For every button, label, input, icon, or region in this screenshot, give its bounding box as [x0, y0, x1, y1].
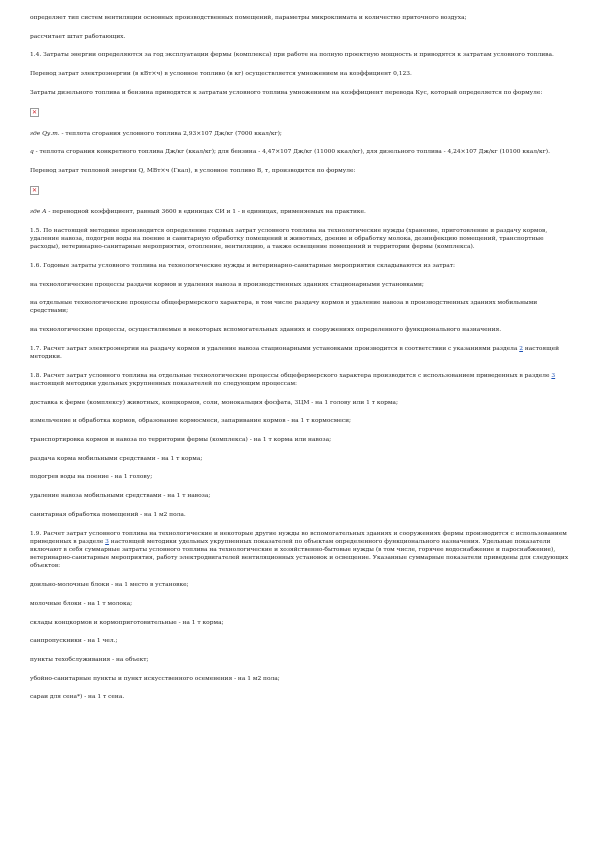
- paragraph: [30, 208, 570, 216]
- paragraph-text: 1.7. Расчет затрат электроэнергии на раздачу кормов и удаление навоза стационарными установками производится в соответствии с указаниями раздела: [30, 345, 520, 352]
- formula-image-placeholder: [30, 108, 570, 130]
- paragraph: [30, 130, 570, 138]
- paragraph-text: настоящей методики удельных укрупненных показателей по следующим процессам:: [30, 380, 298, 387]
- list-item: санитарная обработка помещений - на 1 м2 пола.: [30, 511, 186, 518]
- list-item: транспортировка кормов и навоза по территории фермы (комплекса) - на 1 т корма или навоза;: [30, 437, 332, 444]
- paragraph-text: - переводной коэффициент, равный 3600 в единицах СИ и 1 - в единицах, применяемых на практике.: [46, 209, 366, 216]
- list-item: доставка к ферме (комплексу) животных, концкормов, соли, монокальция фосфата, ЗЦМ - на 1 голову или 1 т корма;: [30, 399, 398, 406]
- list-item: санпропускники - на 1 чел.;: [30, 638, 118, 645]
- paragraph: [30, 372, 570, 388]
- broken-image-icon: [30, 108, 39, 117]
- paragraph: на отдельные технологические процессы общефермерского характера, в том числе раздачу кормов и удаление навоза в производственных зданиях мобильными средствами;: [30, 300, 538, 315]
- paragraph: 1.4. Затраты энергии определяются за год эксплуатации фермы (комплекса) при работе на полную проектную мощность и приводятся к затратам условного топлива.: [30, 52, 554, 59]
- list-item: измельчение и обработка кормов, образование кормосмеси, запаривание кормов - на 1 т кормосмеси;: [30, 418, 352, 425]
- list-item: сараи для сена*) - на 1 т сена.: [30, 694, 125, 701]
- paragraph: определяет тип систем вентиляции основных производственных помещений, параметры микроклимата и количество приточного воздуха;: [30, 15, 467, 21]
- paragraph: рассчитает штат работающих.: [30, 33, 126, 40]
- paragraph: на технологические процессы раздачи кормов и удаления навоза в производственных зданиях стационарными установками;: [30, 281, 424, 288]
- paragraph: 1.6. Годовые затраты условного топлива на технологические нужды и ветеринарно-санитарные мероприятия складываются из затрат:: [30, 262, 455, 269]
- list-item: раздача корма мобильными средствами - на 1 т корма;: [30, 455, 203, 462]
- formula-term: q: [30, 149, 34, 156]
- paragraph: Затраты дизельного топлива и бензина приводятся к затратам условного топлива умножением на коэффициент перевода Кус, который определяется по формуле:: [30, 89, 543, 96]
- paragraph: 1.5. По настоящей методике производится определение годовых затрат условного топлива на технологические нужды (хранение, приготовление и раздачу кормов, удаление навоза, подогрев воды на поение и санитарную обработку помещений и животных, доение и обработку молока, дезинфекцию помещений, транспортные расходы), ветеринарно-санитарные мероприятия, отопление, вентиляцию, а также освещение помещений и территории фермы (комплекса).: [30, 227, 548, 251]
- section-link[interactable]: 3: [105, 538, 109, 545]
- paragraph: на технологические процессы, осуществляемые в некоторых вспомогательных зданиях и сооружениях определенного функционального назначения.: [30, 327, 502, 334]
- formula-image-placeholder: [30, 186, 570, 208]
- paragraph: [30, 148, 570, 156]
- paragraph-text: настоящей методики.: [30, 345, 560, 361]
- paragraph-text: настоящей методики удельных укрупненных показателей по объектам определенного функционального назначения. Удельные показатели включают в себя суммарные затраты условного топлива на технологические и хозяйственно-бытовые нужды (в том числе, горячее водоснабжение и пароснабжение), ветеринарно-санитарные мероприятия, работу электродвигателей вентиляционных установок и освещение. Указанные суммарные показатели приведены для следующих объектов:: [30, 538, 569, 570]
- formula-term: где Qу.т.: [30, 130, 60, 137]
- paragraph: [30, 530, 570, 571]
- broken-image-icon: [30, 186, 39, 195]
- paragraph: Перевод затрат электроэнергии (в кВт×ч) в условное топливо (в кг) осуществляется умножением на коэффициент 0,123.: [30, 71, 412, 78]
- list-item: убойно-санитарные пункты и пункт искусственного осеменения - на 1 м2 пола;: [30, 675, 280, 682]
- paragraph: [30, 345, 570, 361]
- section-link[interactable]: 2: [519, 345, 523, 352]
- document-page: [30, 14, 570, 712]
- list-item: пункты техобслуживания - на объект;: [30, 656, 149, 663]
- section-link[interactable]: 3: [551, 372, 556, 379]
- list-item: удаление навоза мобильными средствами - на 1 т навоза;: [30, 493, 211, 500]
- paragraph-text: 1.9. Расчет затрат условного топлива на технологические и некоторые другие нужды во вспомогательных зданиях и сооружениях фермы производится с использованием приведенных в разделе: [30, 530, 567, 545]
- paragraph-text: - теплота сгорания конкретного топлива Дж/кг (ккал/кг); для бензина - 4,47×107 Дж/кг (11000 ккал/кг), для дизельного топлива - 4,24×107 Дж/кг (10100 ккал/кг).: [33, 149, 550, 156]
- formula-term: где А: [30, 209, 47, 216]
- list-item: молочные блоки - на 1 т молока;: [30, 600, 133, 607]
- list-item: подогрев воды на поение - на 1 голову;: [30, 474, 153, 481]
- paragraph-text: 1.8. Расчет затрат условного топлива на отдельные технологические процессы общефермерского характера производится с использованием приведенных в разделе: [30, 372, 552, 379]
- paragraph-text: - теплота сгорания условного топлива 2,93×107 Дж/кг (7000 ккал/кг);: [59, 130, 282, 137]
- list-item: склады концкормов и кормоприготовительные - на 1 т корма;: [30, 619, 224, 626]
- paragraph: Перевод затрат тепловой энергии Q, МВт×ч (Гкал), в условное топливо В, т, производится по формуле:: [30, 168, 356, 175]
- list-item: доильно-молочные блоки - на 1 место в установке;: [30, 582, 189, 589]
